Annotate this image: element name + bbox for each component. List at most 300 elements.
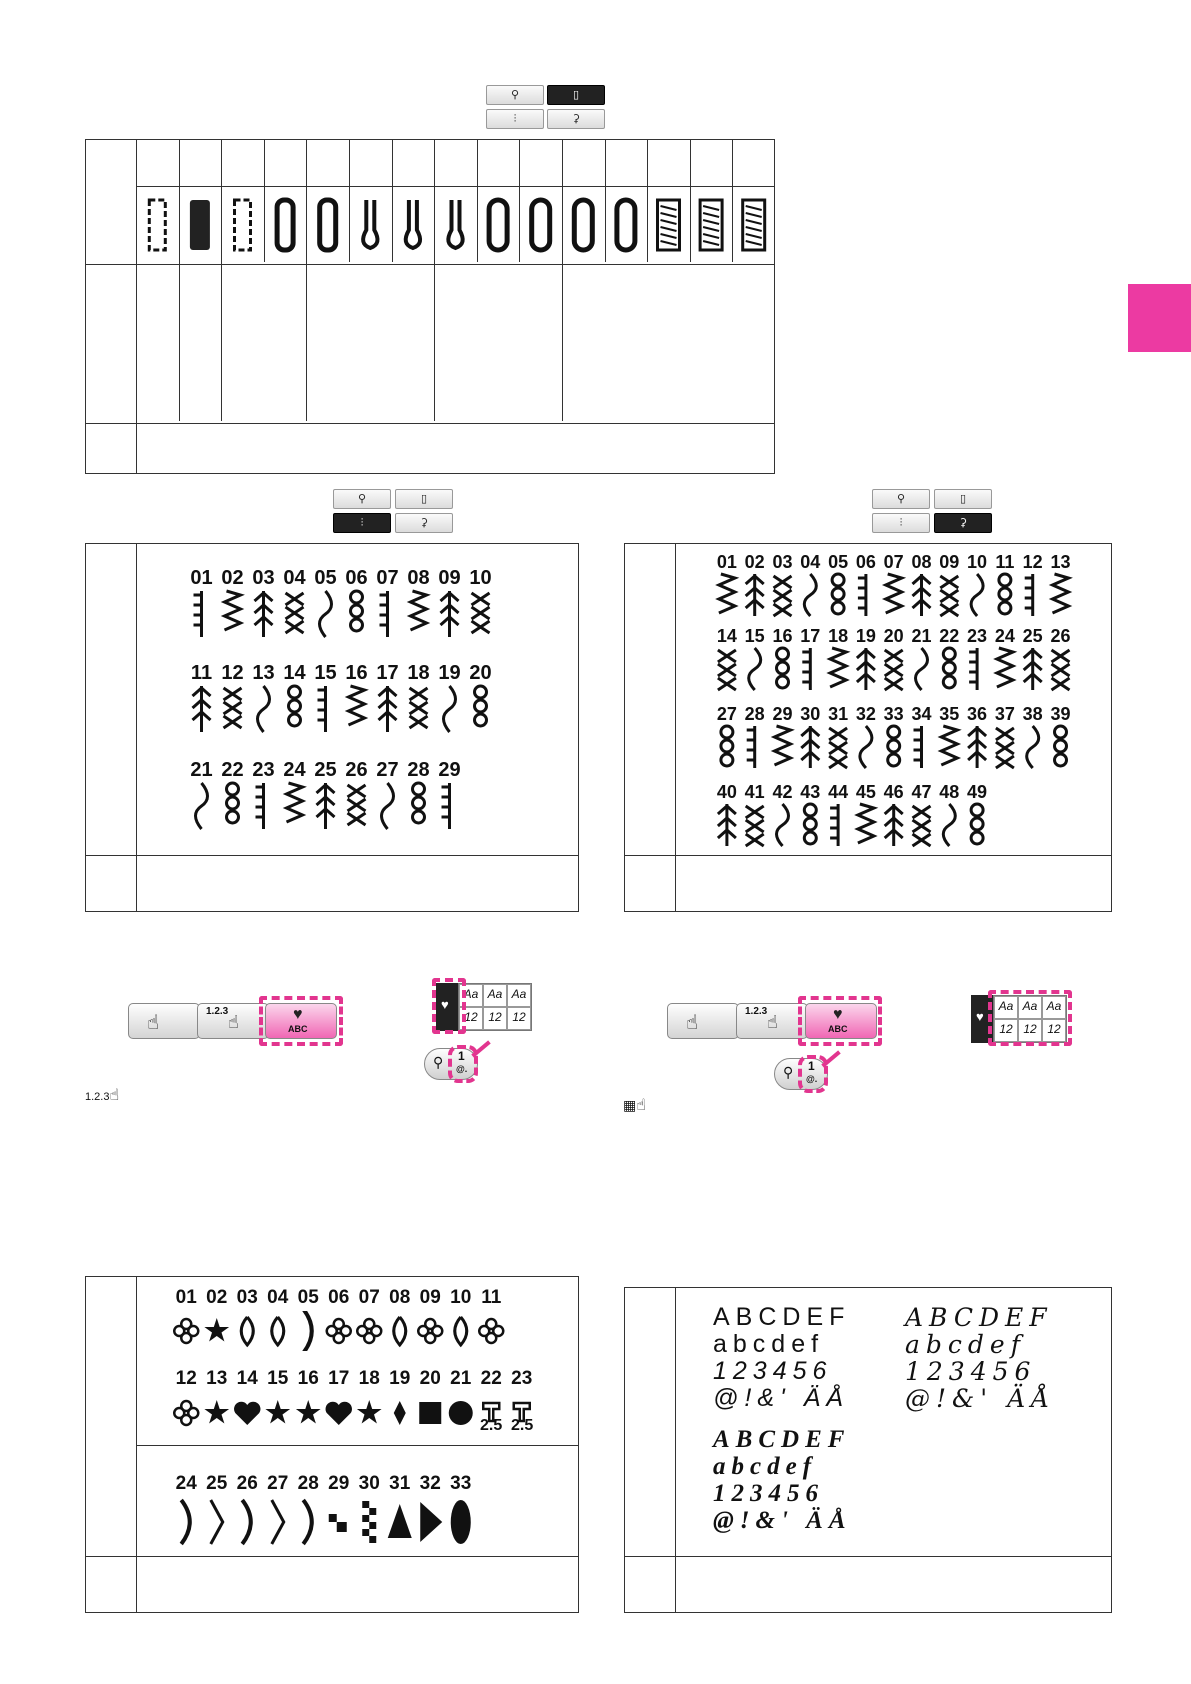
motif-icon <box>451 1500 471 1544</box>
motif-row3-icons <box>171 1497 491 1547</box>
stitch-icon <box>746 574 764 616</box>
buttonhole-icon <box>320 200 336 250</box>
cross-row1-numbers <box>713 552 1074 573</box>
stitch-icon <box>287 783 303 822</box>
stitch-icon <box>885 650 903 690</box>
buttonhole-icon <box>448 200 462 248</box>
stitch-number: 14 <box>283 662 306 684</box>
motif-row3-numbers <box>171 1473 476 1495</box>
stitch-icon <box>996 728 1014 768</box>
font-option[interactable]: Aa <box>1042 996 1066 1019</box>
stitch-number: 02 <box>221 567 244 589</box>
stitch-icon <box>380 591 388 637</box>
decorative-stitch-table <box>85 543 579 912</box>
stitch-icon <box>858 804 874 843</box>
stitch-number: 12 <box>221 662 244 684</box>
stitch-number: 05 <box>297 1287 319 1308</box>
column-divider <box>647 140 648 262</box>
motif-icon <box>388 1504 412 1538</box>
stitch-number: 02 <box>206 1287 228 1308</box>
cross-row2-numbers <box>713 626 1074 647</box>
stitch-number: 31 <box>828 704 849 724</box>
category-button-3[interactable]: ⫶ <box>872 513 930 533</box>
stitch-icon <box>413 783 425 823</box>
block-symbols: @!&' ÄÅ <box>713 1384 850 1412</box>
stitch-number: 37 <box>994 704 1015 724</box>
font-option[interactable]: Aa <box>459 984 483 1007</box>
stitch-number: 47 <box>911 782 932 802</box>
motif-icon <box>449 1401 473 1425</box>
stitch-number: 28 <box>744 704 765 724</box>
buttonhole-icon <box>700 200 722 250</box>
stitch-icon <box>196 783 208 829</box>
numeric-label: 1.2.3 <box>85 1091 110 1103</box>
stitch-icon <box>943 648 955 688</box>
stitch-number: 35 <box>939 704 960 724</box>
stitch-icon <box>475 686 487 726</box>
column-divider <box>690 140 691 262</box>
cross-row3-stitches <box>713 724 1093 770</box>
stitch-icon <box>997 648 1013 687</box>
buttonhole-icon <box>149 200 165 250</box>
stitch-number: 03 <box>252 567 275 589</box>
stitch-number: 03 <box>236 1287 258 1308</box>
stitch-number: 11 <box>995 552 1015 572</box>
outline-symbols: @!&' ÄÅ <box>905 1384 1056 1413</box>
heart-icon: ♥ <box>976 1009 984 1024</box>
stitch-number: 12 <box>1022 552 1043 572</box>
outline-digits: 123456 <box>905 1357 1037 1386</box>
stitch-sub: @. <box>456 1064 468 1074</box>
abc-label: ABC <box>288 1024 308 1034</box>
stitch-icon <box>804 574 816 616</box>
font-option[interactable]: 12 <box>994 1019 1018 1042</box>
motif-icon <box>296 1400 321 1424</box>
stitch-number: 04 <box>283 567 306 589</box>
category-button-3[interactable]: ⫶ <box>333 513 391 533</box>
buttonhole-icon <box>190 200 210 250</box>
stitch-icon <box>718 804 736 846</box>
stitch-icon <box>1027 726 1039 768</box>
stitch-number: 04 <box>267 1287 289 1308</box>
numeric-hand-icon: 1.2.3☝ <box>85 1087 120 1104</box>
buttonhole-icon <box>574 200 592 250</box>
stitch-icon <box>999 574 1011 614</box>
stitch-icon <box>801 726 819 768</box>
stitch-icon <box>255 591 273 637</box>
stitch-number: 09 <box>419 1287 441 1308</box>
stitch-number: 45 <box>855 782 876 802</box>
motif-table <box>85 1276 579 1613</box>
presser-foot-icon: ⚲ <box>433 1054 444 1070</box>
stitch-icon <box>774 576 792 616</box>
stitch-icon <box>914 726 922 768</box>
stitch-number: 48 <box>939 782 960 802</box>
stitch-number: 17 <box>376 662 399 684</box>
stitch-icon <box>286 593 304 633</box>
stitch-icon <box>224 688 242 728</box>
highlight-frame <box>259 996 343 1046</box>
font-option[interactable]: 12 <box>1042 1019 1066 1042</box>
category-button-2[interactable]: ▯ <box>547 85 605 105</box>
column-divider <box>605 140 606 262</box>
stitch-number: 10 <box>469 567 492 589</box>
motif-icon <box>420 1502 442 1542</box>
stitch-number: 19 <box>438 662 461 684</box>
stitch-number: 14 <box>236 1368 258 1389</box>
stitch-number: 29 <box>328 1473 350 1494</box>
stitch-number: 46 <box>883 782 904 802</box>
stitch-icon <box>1024 648 1042 690</box>
font-option[interactable]: Aa <box>994 996 1018 1019</box>
stitch-number: 29 <box>438 759 461 781</box>
cross-row1-stitches <box>713 572 1093 618</box>
category-button-1[interactable]: ⚲ <box>486 85 544 105</box>
stitch-number: 21 <box>450 1368 472 1389</box>
stitch-icon <box>351 591 363 631</box>
stitch-number: 44 <box>828 782 849 802</box>
stitch-number: 20 <box>469 662 492 684</box>
highlight-frame <box>988 990 1072 1046</box>
stitch-number: 08 <box>407 567 430 589</box>
script-lower: abcdef <box>713 1453 818 1480</box>
cross-row3-numbers <box>713 704 1074 725</box>
buttonhole-stitch-icons <box>136 186 776 264</box>
motif-icon <box>234 1402 260 1425</box>
stitch-number: 01 <box>716 552 737 572</box>
buttonhole-icon <box>532 200 550 250</box>
font-option[interactable]: Aa <box>1018 996 1042 1019</box>
buttonhole-icon <box>658 200 680 250</box>
stitch-number: 39 <box>1050 704 1071 724</box>
stitch-number: 29 <box>772 704 793 724</box>
stitch-number: 25 <box>1022 626 1043 646</box>
stitch-number: 06 <box>345 567 368 589</box>
stitch-icon <box>747 726 755 768</box>
outline-lower: abcdef <box>905 1330 1026 1359</box>
decorative-row2-numbers <box>186 662 496 685</box>
category-button-1[interactable]: ⚲ <box>333 489 391 509</box>
stitch-number: 07 <box>376 567 399 589</box>
stitch-number: 06 <box>328 1287 350 1308</box>
stitch-icon <box>971 574 983 616</box>
motif-icon <box>394 1401 406 1425</box>
stitch-icon <box>348 785 366 825</box>
stitch-number: 17 <box>800 626 821 646</box>
stitch-number: 22 <box>221 759 244 781</box>
category-button-2[interactable]: ▯ <box>395 489 453 509</box>
stitch-icon <box>777 804 789 846</box>
motif-icon <box>181 1500 190 1544</box>
heart-icon: ♥ <box>441 997 449 1012</box>
motif-icon <box>419 1402 441 1424</box>
heart-icon: ♥ <box>293 1006 303 1023</box>
stitch-number: 27 <box>376 759 399 781</box>
stitch-icon <box>968 726 986 768</box>
stitch-icon <box>721 726 733 766</box>
stitch-number: 34 <box>911 704 932 724</box>
font-option[interactable]: 12 <box>459 1007 483 1030</box>
motif-icon <box>418 1319 442 1343</box>
stitch-number: 30 <box>358 1473 380 1494</box>
cross-row4-numbers <box>713 782 991 803</box>
stitch-icon <box>349 686 365 725</box>
buttonhole-icon <box>406 200 420 248</box>
motif-icon <box>272 1500 284 1544</box>
buttonhole-icon <box>743 200 765 250</box>
stitch-icon <box>860 726 872 768</box>
stitch-number: 38 <box>1022 704 1043 724</box>
motif-icon <box>362 1501 376 1543</box>
stitch-number: 1 <box>458 1049 465 1063</box>
stitch-icon <box>225 591 241 630</box>
motif-icon <box>329 1514 347 1532</box>
highlight-frame <box>798 1055 828 1093</box>
stitch-number: 33 <box>450 1473 472 1494</box>
stitch-icon <box>830 648 846 687</box>
outline-upper: ABCDEF <box>905 1303 1053 1332</box>
stitch-number: 11 <box>190 662 213 684</box>
script-symbols: @!&' ÄÅ <box>713 1507 852 1534</box>
stitch-icon <box>410 688 428 728</box>
motif-icon <box>455 1317 467 1345</box>
motif-icon <box>174 1319 198 1343</box>
column-divider <box>434 140 435 421</box>
decorative-row1-stitches <box>186 589 516 639</box>
stitch-sub: @. <box>806 1074 818 1084</box>
motif-icon <box>327 1319 351 1343</box>
motif-icon <box>241 1317 253 1345</box>
stitch-number: 02 <box>744 552 765 572</box>
buttonhole-icon <box>489 200 507 250</box>
stitch-icon <box>802 648 810 690</box>
font-option[interactable]: 12 <box>1018 1019 1042 1042</box>
column-divider <box>732 140 733 262</box>
decorative-row3-numbers <box>186 759 465 782</box>
cross-stitch-table <box>624 543 1112 912</box>
column-divider <box>519 140 520 262</box>
stitch-icon <box>1052 650 1070 690</box>
abc-label: ABC <box>828 1024 848 1034</box>
stitch-number: 23 <box>511 1368 533 1389</box>
stitch-number: 14 <box>716 626 737 646</box>
block-lower: abcdef <box>713 1330 825 1358</box>
stitch-number: 16 <box>345 662 368 684</box>
decorative-row2-stitches <box>186 684 516 734</box>
stitch-number: 27 <box>267 1473 289 1494</box>
motif-icon <box>265 1400 290 1424</box>
block-upper: ABCDEF <box>713 1303 851 1331</box>
column-divider <box>562 140 563 421</box>
script-upper: ABCDEF <box>713 1426 851 1453</box>
highlight-frame <box>798 996 882 1046</box>
font-option[interactable]: 12 <box>483 1007 507 1030</box>
stitch-number: 30 <box>800 704 821 724</box>
stitch-number: 05 <box>314 567 337 589</box>
stitch-icon <box>441 591 459 637</box>
stitch-number: 04 <box>800 552 821 572</box>
hand-icon: ☝ <box>686 1012 699 1034</box>
stitch-number: 22 <box>939 626 960 646</box>
motif-icon <box>272 1317 284 1345</box>
motif-icon <box>303 1311 312 1351</box>
highlight-frame <box>432 978 466 1034</box>
decorative-row3-stitches <box>186 781 516 831</box>
buttonhole-icon <box>617 200 635 250</box>
stitch-icon <box>258 686 270 732</box>
stitch-number: 11 <box>481 1287 502 1308</box>
column-divider <box>392 140 393 262</box>
stitch-number: 10 <box>450 1287 472 1308</box>
stitch-icon <box>858 574 866 616</box>
stitch-icon <box>194 591 202 637</box>
stitch-number: 49 <box>967 782 988 802</box>
stitch-number: 32 <box>419 1473 441 1494</box>
block-digits: 123456 <box>713 1357 833 1385</box>
stitch-number: 08 <box>911 552 932 572</box>
stitch-icon <box>718 650 736 690</box>
stitch-icon <box>442 783 450 829</box>
category-button-3[interactable]: ⫶ <box>486 109 544 129</box>
stitch-number: 32 <box>855 704 876 724</box>
stitch-number: 18 <box>407 662 430 684</box>
column-divider <box>264 140 265 262</box>
stitch-number: 24 <box>283 759 306 781</box>
font-panel-left <box>458 983 532 1031</box>
stitch-number: 13 <box>252 662 275 684</box>
stitch-icon <box>749 648 761 690</box>
stitch-number: 42 <box>772 782 793 802</box>
stitch-number: 22 <box>480 1368 502 1389</box>
stitch-number: 16 <box>772 626 793 646</box>
stitch-icon <box>472 593 490 633</box>
stitch-number: 01 <box>190 567 213 589</box>
stitch-number: 26 <box>345 759 368 781</box>
stitch-number: 40 <box>716 782 737 802</box>
stitch-number: 20 <box>419 1368 441 1389</box>
stitch-number: 15 <box>267 1368 289 1389</box>
stitch-number: 12 <box>175 1368 197 1389</box>
font-option[interactable]: Aa <box>483 984 507 1007</box>
hand-icon: ☝ <box>228 1012 239 1032</box>
touch-button[interactable] <box>667 1003 739 1039</box>
stitch-number: 13 <box>206 1368 228 1389</box>
motif-icon <box>479 1319 503 1343</box>
stitch-icon <box>411 591 427 630</box>
motif-row1-numbers <box>171 1287 507 1309</box>
stitch-icon <box>746 806 764 846</box>
stitch-icon <box>317 783 335 829</box>
buttonhole-icon <box>235 200 251 250</box>
stitch-icon <box>832 574 844 614</box>
stitch-number: 31 <box>389 1473 411 1494</box>
stitch-number: 19 <box>389 1368 411 1389</box>
stitch-icon <box>913 806 931 846</box>
stitch-icon <box>775 726 791 765</box>
stitch-number: 17 <box>328 1368 350 1389</box>
category-button-2[interactable]: ▯ <box>934 489 992 509</box>
stitch-number: 28 <box>297 1473 319 1494</box>
category-button-4[interactable]: ⚳ <box>934 513 992 533</box>
stitch-number: 41 <box>744 782 765 802</box>
stitch-number: 25 <box>206 1473 228 1494</box>
grid-hand-icon: ▦☝ <box>623 1097 646 1114</box>
stitch-number: 20 <box>883 626 904 646</box>
stitch-icon <box>943 804 955 846</box>
stitch-icon <box>444 686 456 732</box>
stitch-number: 23 <box>252 759 275 781</box>
category-button-4[interactable]: ⚳ <box>547 109 605 129</box>
motif-icon <box>357 1319 381 1343</box>
category-button-1[interactable]: ⚲ <box>872 489 930 509</box>
stitch-number: 07 <box>883 552 904 572</box>
stitch-icon <box>382 783 394 829</box>
category-button-4[interactable]: ⚳ <box>395 513 453 533</box>
stitch-icon <box>289 686 301 726</box>
stitch-icon <box>969 648 977 690</box>
stitch-number: 05 <box>828 552 849 572</box>
numeric-label: 1.2.3 <box>745 1006 768 1017</box>
stitch-icon <box>1053 574 1069 613</box>
stitch-number: 15 <box>314 662 337 684</box>
stitch-icon <box>830 804 838 846</box>
stitch-icon <box>1055 726 1067 766</box>
motif-icon <box>204 1318 229 1342</box>
stitch-icon <box>888 726 900 766</box>
stitch-number: 18 <box>358 1368 380 1389</box>
font-option[interactable]: Aa <box>507 984 531 1007</box>
stitch-number: 06 <box>855 552 876 572</box>
stitch-number: 21 <box>911 626 932 646</box>
stitch-icon <box>829 728 847 768</box>
stitch-icon <box>379 686 397 732</box>
cross-row4-stitches <box>713 802 1093 848</box>
motif-icon <box>204 1400 229 1424</box>
font-option[interactable]: 12 <box>507 1007 531 1030</box>
column-divider <box>477 140 478 262</box>
touch-button[interactable] <box>128 1003 200 1039</box>
motif-icon <box>242 1500 251 1544</box>
stitch-icon <box>913 574 931 616</box>
stitch-number: 09 <box>939 552 960 572</box>
stitch-number: 33 <box>883 704 904 724</box>
buttonhole-table <box>85 139 775 474</box>
stitch-number: 1 <box>808 1059 815 1073</box>
stitch-number: 07 <box>358 1287 380 1308</box>
motif-icon <box>357 1400 382 1424</box>
column-divider <box>306 140 307 421</box>
stitch-number: 21 <box>190 759 213 781</box>
stitch-number: 15 <box>744 626 765 646</box>
stitch-number: 36 <box>967 704 988 724</box>
stitch-number: 09 <box>438 567 461 589</box>
motif-icon <box>174 1401 198 1425</box>
stitch-number: 08 <box>389 1287 411 1308</box>
stitch-icon <box>193 686 211 732</box>
hand-icon: ☝ <box>147 1012 160 1034</box>
stitch-number: 26 <box>236 1473 258 1494</box>
stitch-number: 28 <box>407 759 430 781</box>
script-digits: 123456 <box>713 1480 824 1507</box>
motif-icon <box>394 1317 406 1345</box>
stitch-number: 27 <box>716 704 737 724</box>
presser-foot-icon: ⚲ <box>783 1064 794 1080</box>
numeric-label: 1.2.3 <box>206 1006 229 1017</box>
column-divider <box>179 140 180 421</box>
stitch-icon <box>719 574 735 613</box>
stitch-number: 26 <box>1050 626 1071 646</box>
cross-row2-stitches <box>713 646 1093 692</box>
